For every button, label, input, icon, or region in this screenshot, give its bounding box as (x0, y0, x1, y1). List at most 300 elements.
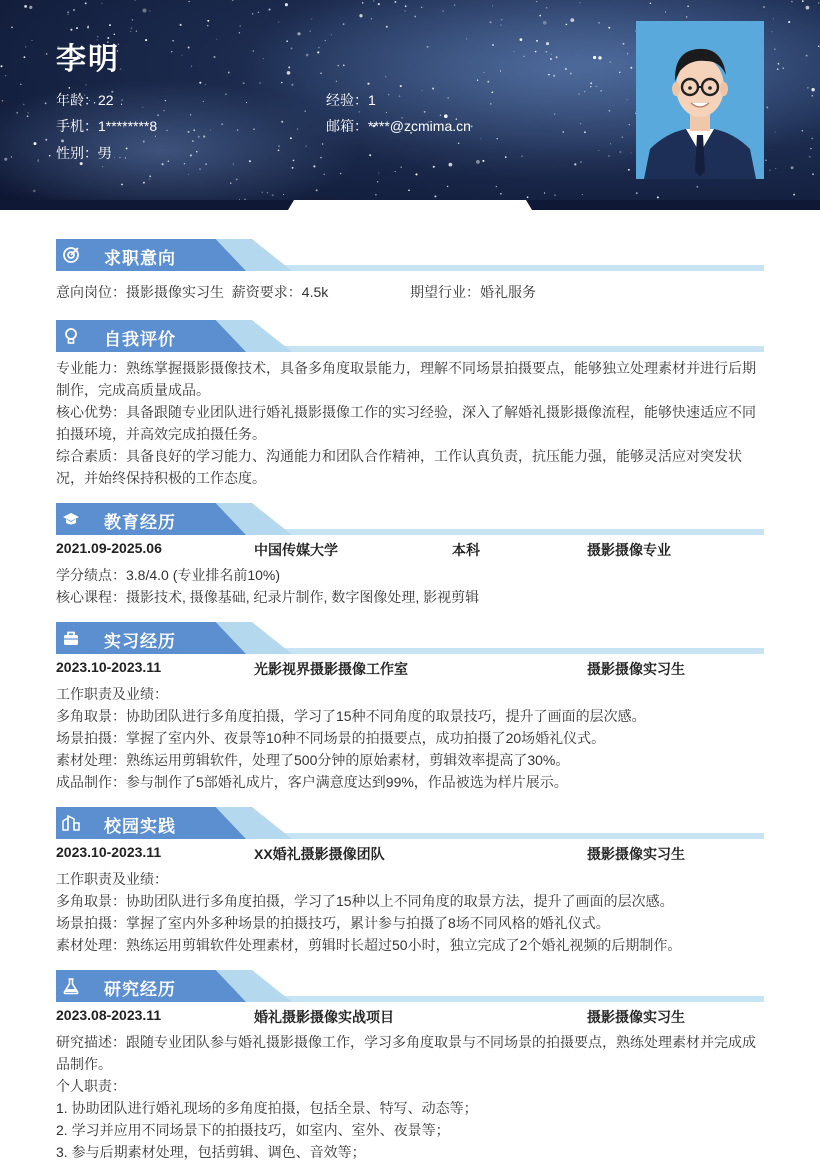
email-field: 邮箱：****@zcmima.cn (326, 118, 471, 134)
star (811, 137, 813, 139)
star (496, 138, 497, 139)
star (492, 5, 493, 6)
star (286, 40, 288, 42)
internship-role: 摄影摄像实习生 (587, 661, 685, 677)
star (306, 54, 309, 57)
internship-line: 工作职责及业绩： (56, 686, 168, 702)
star (28, 112, 29, 113)
star (68, 87, 70, 89)
star (608, 155, 609, 156)
internship-org: 光影视界摄影摄像工作室 (254, 661, 408, 677)
phone-field: 手机：1********8 (56, 118, 158, 134)
star (394, 1, 396, 3)
research-line: 个人职责： (56, 1078, 126, 1094)
star (291, 84, 293, 86)
star (196, 151, 197, 152)
star (290, 137, 292, 139)
star (316, 189, 318, 191)
star (225, 94, 226, 95)
section-header-self-eval (56, 320, 764, 352)
section-title: 教育经历 (104, 513, 176, 532)
star (371, 18, 372, 19)
star (232, 0, 234, 1)
internship-line: 素材处理：熟练运用剪辑软件，处理了500分钟的原始素材，剪辑效率提高了30%。 (56, 752, 570, 768)
star (447, 186, 449, 188)
star (400, 85, 402, 87)
campus-date: 2023.10-2023.11 (56, 844, 162, 860)
star (598, 56, 601, 59)
star (524, 56, 525, 57)
star (500, 193, 502, 195)
star (427, 46, 429, 48)
star (228, 72, 230, 74)
target-icon (62, 246, 80, 264)
gender-field: 性别：男 (56, 145, 112, 161)
age-field: 年龄：22 (56, 92, 114, 108)
star (596, 86, 597, 87)
star (636, 192, 638, 194)
star (193, 129, 195, 131)
star (527, 196, 529, 198)
section-title: 自我评价 (104, 330, 176, 349)
star (433, 166, 435, 168)
star (769, 170, 770, 171)
star (187, 131, 189, 133)
star (490, 21, 492, 23)
research-details (56, 1031, 764, 1160)
campus-line: 素材处理：熟练运用剪辑软件处理素材，剪辑时长超过50小时，独立完成了2个婚礼视频的后期制作。 (56, 937, 682, 953)
star (188, 46, 190, 48)
star (278, 21, 279, 22)
star (556, 56, 558, 58)
star (553, 75, 555, 77)
star (143, 9, 147, 13)
star (623, 43, 625, 45)
star (34, 142, 37, 145)
self-eval-text (56, 357, 764, 489)
star (483, 72, 484, 73)
star (29, 6, 32, 9)
star (477, 80, 478, 81)
star (536, 40, 538, 42)
star (188, 174, 189, 175)
star (25, 46, 26, 47)
star (763, 6, 765, 8)
star (766, 107, 768, 109)
education-courses: 核心课程：摄影技术, 摄像基础, 纪录片制作, 数字图像处理, 影视剪辑 (56, 589, 480, 605)
star (320, 72, 322, 74)
star (340, 173, 342, 175)
star (311, 18, 312, 19)
star (143, 141, 145, 143)
star (172, 40, 174, 42)
star (292, 167, 294, 169)
star (771, 31, 772, 32)
star (421, 90, 422, 91)
star (85, 2, 87, 4)
internship-line: 多角取景：协助团队进行多角度拍摄，学习了15种不同角度的取景技巧，提升了画面的层次感。 (56, 708, 646, 724)
star (496, 186, 497, 187)
section-title: 研究经历 (104, 980, 176, 999)
star (190, 154, 192, 156)
star (246, 102, 247, 103)
star (210, 130, 211, 131)
star (297, 32, 300, 35)
star (145, 39, 147, 41)
star (774, 49, 775, 50)
star (598, 22, 600, 24)
star (249, 160, 251, 162)
star (565, 68, 567, 70)
star (580, 161, 582, 163)
star (291, 47, 293, 49)
star (233, 164, 234, 165)
star (323, 174, 324, 175)
star (629, 124, 630, 125)
star (546, 42, 549, 45)
star (70, 29, 72, 31)
section-title: 实习经历 (104, 632, 176, 651)
star (213, 56, 215, 58)
star (288, 66, 290, 68)
star (773, 18, 774, 19)
star (37, 160, 38, 161)
briefcase-icon (62, 629, 80, 647)
star (278, 145, 280, 147)
star (61, 139, 64, 142)
research-desc: 研究描述：跟随专业团队参与婚礼摄影摄像工作，学习多角度取景与不同场景的拍摄要点，熟练处理素材并完成成品制作。 (56, 1034, 756, 1072)
star (198, 136, 200, 138)
star (325, 40, 326, 41)
star (33, 190, 36, 193)
self-eval-line: 核心优势：具备跟随专业团队进行婚礼摄影摄像工作的实习经验，深入了解婚礼摄影摄像流程，能够快速适应不同拍摄环境，并高效完成拍摄任务。 (56, 404, 756, 442)
star (367, 83, 369, 85)
section-header-education (56, 503, 764, 535)
star (2, 100, 4, 102)
star (67, 14, 68, 15)
star (375, 194, 377, 196)
star (336, 81, 337, 82)
star (207, 20, 209, 22)
star (134, 0, 135, 1)
star (313, 166, 315, 168)
star (505, 156, 507, 158)
star (521, 155, 523, 157)
star (443, 10, 444, 11)
section-title: 求职意向 (104, 249, 176, 268)
star (49, 155, 51, 157)
star (125, 157, 126, 158)
star (338, 65, 340, 67)
experience-field: 经验：1 (326, 92, 376, 108)
star (343, 23, 345, 25)
star (665, 11, 666, 12)
campus-line: 场景拍摄：掌握了室内外多种场景的拍摄技巧，累计参与拍摄了8场不同风格的婚礼仪式。 (56, 915, 610, 931)
star (192, 140, 194, 142)
campus-row (56, 844, 764, 866)
star (16, 112, 18, 114)
internship-line: 场景拍摄：掌握了室内外、夜景等10种不同场景的拍摄要点，成功拍摄了20场婚礼仪式。 (56, 730, 606, 746)
star (203, 101, 204, 102)
star (610, 143, 611, 144)
star (399, 95, 401, 97)
star (807, 87, 808, 88)
star (686, 16, 687, 17)
star (318, 47, 319, 48)
star (121, 99, 123, 101)
star (590, 86, 591, 87)
research-line: 2. 学习并应用不同场景下的拍摄技巧，如室内、室外、夜景等； (56, 1122, 450, 1138)
star (114, 157, 115, 158)
star (31, 40, 32, 41)
star (199, 168, 200, 169)
star (378, 3, 380, 5)
star (811, 95, 813, 97)
star (424, 111, 426, 113)
campus-org: XX婚礼摄影摄像团队 (254, 846, 385, 862)
star (810, 148, 811, 149)
star (285, 3, 288, 6)
star (11, 156, 12, 157)
star (23, 104, 25, 106)
star (182, 55, 183, 56)
star (136, 31, 137, 32)
star (5, 75, 7, 77)
star (304, 110, 306, 112)
intent-row (56, 281, 764, 303)
star (188, 1, 189, 2)
internship-row (56, 659, 764, 681)
star (272, 194, 274, 196)
star (369, 154, 371, 156)
star (404, 10, 406, 12)
star (162, 163, 164, 165)
star (87, 25, 89, 27)
star (802, 0, 804, 2)
star (237, 129, 239, 131)
education-degree: 本科 (452, 542, 480, 558)
star (130, 31, 131, 32)
flask-icon (62, 977, 80, 995)
research-org: 婚礼摄影摄像实战项目 (254, 1009, 394, 1025)
research-line: 1. 协助团队进行婚礼现场的多角度拍摄，包括全景、特写、动态等； (56, 1100, 478, 1116)
star (492, 44, 494, 46)
star (199, 82, 201, 84)
star (480, 138, 481, 139)
star (696, 186, 698, 188)
graduation-cap-icon (62, 510, 80, 528)
star (143, 182, 145, 184)
education-major: 摄影摄像专业 (587, 542, 671, 558)
star (809, 156, 811, 158)
star (590, 82, 592, 84)
star (359, 111, 361, 113)
star (812, 173, 814, 175)
star (157, 114, 159, 116)
star (142, 107, 143, 108)
star (536, 1, 537, 2)
star (544, 192, 545, 193)
star (180, 24, 182, 26)
star (184, 163, 185, 164)
star (236, 178, 238, 180)
star (297, 128, 298, 129)
star (609, 110, 611, 112)
star (45, 139, 47, 141)
star (216, 39, 217, 40)
star (205, 163, 207, 165)
star (24, 5, 27, 8)
star (73, 9, 75, 11)
star (414, 16, 416, 18)
intent-salary: 薪资要求：4.5k (231, 284, 329, 300)
research-role: 摄影摄像实习生 (587, 1009, 685, 1025)
star (373, 0, 374, 1)
star (76, 27, 78, 29)
star (221, 123, 222, 124)
star (562, 131, 563, 132)
star (550, 58, 552, 60)
star (253, 128, 255, 130)
star (287, 71, 291, 75)
star (566, 24, 568, 26)
star (408, 190, 410, 192)
lightbulb-icon (62, 327, 80, 345)
star (240, 25, 241, 26)
star (149, 179, 150, 180)
star (171, 51, 172, 52)
star (263, 58, 264, 59)
education-date: 2021.09-2025.06 (56, 540, 162, 556)
star (400, 166, 402, 168)
star (46, 53, 48, 55)
star (305, 145, 306, 146)
intent-industry: 期望行业：婚礼服务 (410, 284, 536, 300)
star (454, 4, 455, 5)
star (777, 68, 779, 70)
section-header-campus (56, 807, 764, 839)
star (359, 14, 362, 17)
star (132, 19, 133, 20)
star (67, 11, 69, 13)
star (520, 38, 523, 41)
star (386, 112, 387, 113)
star (818, 2, 819, 3)
internship-line: 成品制作：参与制作了5部婚礼成片，客户满意度达到99%，作品被选为样片展示。 (56, 774, 568, 790)
star (791, 1, 793, 3)
star (119, 157, 120, 158)
star (102, 166, 103, 167)
star (310, 31, 311, 32)
star (628, 169, 630, 171)
star (447, 97, 449, 99)
research-date: 2023.08-2023.11 (56, 1007, 162, 1023)
star (168, 160, 170, 162)
intent-position: 意向岗位：摄影摄像实习生 (56, 284, 224, 300)
star (482, 160, 484, 162)
star (126, 148, 128, 150)
campus-line: 多角取景：协助团队进行多角度拍摄，学习了15种以上不同角度的取景方法，提升了画面的层次感。 (56, 893, 674, 909)
star (386, 26, 388, 28)
star (320, 157, 322, 159)
star (778, 63, 780, 65)
star (574, 163, 576, 165)
star (166, 130, 167, 131)
star (619, 151, 621, 153)
star (191, 66, 192, 67)
star (551, 54, 552, 55)
star (120, 68, 121, 69)
star (619, 72, 620, 73)
star (782, 67, 784, 69)
star (657, 196, 659, 198)
internship-date: 2023.10-2023.11 (56, 659, 162, 675)
star (405, 5, 407, 7)
star (243, 82, 245, 84)
star (283, 194, 284, 195)
star (432, 87, 434, 89)
research-line: 3. 参与后期素材处理，包括剪辑、调色、音效等； (56, 1144, 366, 1160)
star (476, 160, 480, 164)
star (281, 121, 283, 123)
star (811, 88, 814, 91)
star (131, 27, 133, 29)
resume-header (0, 0, 820, 210)
star (584, 91, 585, 92)
star (239, 32, 240, 33)
star (513, 51, 514, 52)
star (570, 73, 572, 75)
star (38, 159, 39, 160)
star (501, 19, 503, 21)
star (579, 2, 580, 3)
star (818, 45, 820, 47)
campus-line: 工作职责及业绩： (56, 871, 168, 887)
star (252, 13, 253, 14)
star (631, 152, 632, 153)
star (203, 135, 205, 137)
star (377, 181, 379, 183)
self-eval-line: 综合素质：具备良好的学习能力、沟通能力和团队合作精神，工作认真负责，抗压能力强，能够灵活应对突发状况，并始终保持积极的工作态度。 (56, 448, 742, 486)
section-title: 校园实践 (104, 817, 176, 836)
star (793, 194, 795, 196)
section-header-research (56, 970, 764, 1002)
star (149, 10, 150, 11)
education-details (56, 564, 764, 608)
star (554, 114, 555, 115)
star (331, 34, 332, 35)
star (500, 24, 502, 26)
star (388, 94, 389, 95)
section-header-internship (56, 622, 764, 654)
star (630, 67, 632, 69)
star (259, 82, 260, 83)
star (190, 114, 191, 115)
star (415, 173, 417, 175)
star (434, 195, 436, 197)
star (45, 102, 47, 104)
star (85, 84, 86, 85)
star (11, 27, 13, 29)
star (109, 24, 111, 26)
star (608, 27, 610, 29)
star (27, 115, 29, 117)
star (149, 175, 151, 177)
star (491, 91, 493, 93)
star (788, 21, 790, 23)
star (584, 131, 586, 133)
star (1, 65, 3, 67)
